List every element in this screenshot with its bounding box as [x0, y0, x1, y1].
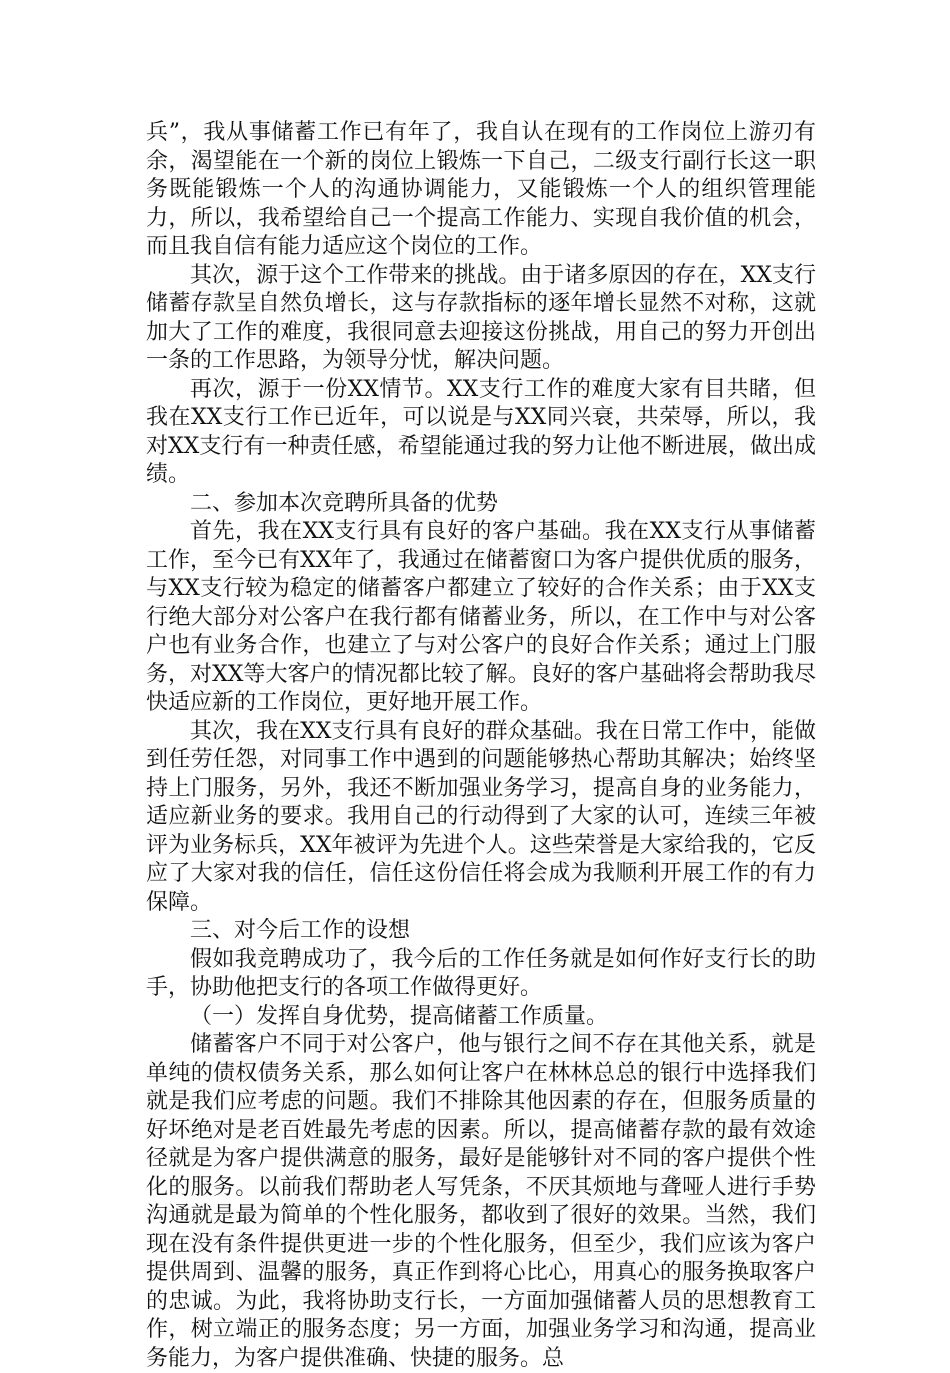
subsection-heading-strengths: （一）发挥自身优势，提高储蓄工作质量。 — [190, 1003, 609, 1029]
paragraph-client-base: 首先，我在XX支行具有良好的客户基础。我在XX支行从事储蓄工作，至今已有XX年了，我通过在储蓄窗口为客户提供优质的服务，与XX支行较为稳定的储蓄客户都建立了较好的合作关系；由于XX支行绝大部分对公客户在我行都有储蓄业务，所以，在工作中与对公客户也有业务合作，也建立了与对公客户的良好合作关系；通过上门服务，对XX等大客户的情况都比较了解。良好的客户基础将会帮助我尽快适应新的工作岗位，更好地开展工作。 — [146, 519, 816, 715]
paragraph-challenge: 其次，源于这个工作带来的挑战。由于诸多原因的存在，XX支行储蓄存款呈自然负增长，这与存款指标的逐年增长显然不对称，这就加大了工作的难度，我很同意去迎接这份挑战，用自己的努力开创出一条的工作思路，为领导分忧，解决问题。 — [146, 262, 816, 373]
section-heading-plans: 三、对今后工作的设想 — [190, 918, 411, 943]
section-heading-advantages: 二、参加本次竞聘所具备的优势 — [190, 490, 499, 516]
paragraph-service-quality: 储蓄客户不同于对公客户，他与银行之间不存在其他关系，就是单纯的债权债务关系，那么如何让客户在林林总总的银行中选择我们就是我们应考虑的问题。我们不排除其他因素的存在，但服务质量的好坏绝对是老百姓最先考虑的因素。所以，提高储蓄存款的最有效途径就是为客户提供满意的服务，最好是能够针对不同的客户提供个性化的服务。以前我们帮助老人写凭条，不厌其烦地与聋哑人进行手势沟通就是最为简单的个性化服务，都收到了很好的效果。当然，我们现在没有条件提供更进一步的个性化服务，但至少，我们应该为客户提供周到、温馨的服务，真正作到将心比心，用真心的服务换取客户的忠诚。为此，我将协助支行长，一方面加强储蓄人员的思想教育工作，树立端正的服务态度；另一方面，加强业务学习和沟通，提高业务能力，为客户提供准确、快捷的服务。总 — [146, 1032, 816, 1371]
paragraph-mass-base: 其次，我在XX支行具有良好的群众基础。我在日常工作中，能做到任劳任怨，对同事工作中遇到的问题能够热心帮助其解决；始终坚持上门服务，另外，我还不断加强业务学习，提高自身的业务能力，适应新业务的要求。我用自己的行动得到了大家的认可，连续三年被评为业务标兵，XX年被评为先进个人。这些荣誉是大家给我的，它反应了大家对我的信任，信任这份信任将会成为我顺利开展工作的有力保障。 — [146, 718, 816, 915]
document-body — [146, 119, 816, 1373]
paragraph-plan-intro: 假如我竞聘成功了，我今后的工作任务就是如何作好支行长的助手，协助他把支行的各项工作做得更好。 — [146, 946, 816, 1000]
paragraph-affection: 再次，源于一份XX情节。XX支行工作的难度大家有目共睹，但我在XX支行工作已近年，可以说是与XX同兴衰，共荣辱，所以，我对XX支行有一种责任感，希望能通过我的努力让他不断进展，做出成绩。 — [146, 376, 816, 487]
paragraph-continuation: 兵”，我从事储蓄工作已有年了，我自认在现有的工作岗位上游刃有余，渴望能在一个新的岗位上锻炼一下自己，二级支行副行长这一职务既能锻炼一个人的沟通协调能力，又能锻炼一个人的组织管理能力，所以，我希望给自己一个提高工作能力、实现自我价值的机会，而且我自信有能力适应这个岗位的工作。 — [146, 120, 816, 259]
